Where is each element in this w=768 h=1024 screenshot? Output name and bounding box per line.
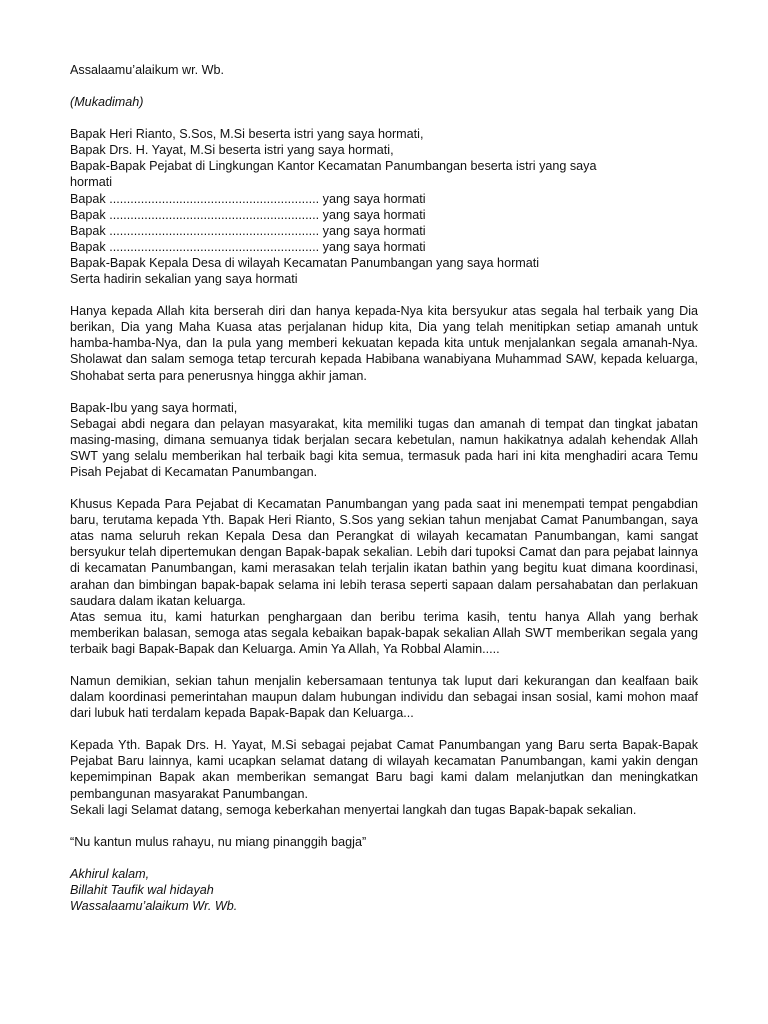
sundanese-quote: “Nu kantun mulus rahayu, nu miang pinanggih bagja”: [70, 834, 367, 849]
closing-line: Wassalaamu’alaikum Wr. Wb.: [70, 899, 238, 914]
closing-line: Billahit Taufik wal hidayah: [70, 882, 214, 897]
paragraph-group-duty: [70, 400, 698, 480]
salutation-line: Serta hadirin sekalian yang saya hormati: [70, 272, 298, 287]
salutation-line: Bapak ............................................................ yang saya hormati: [70, 239, 426, 254]
paragraph-opening-praise: Hanya kepada Allah kita berserah diri dan hanya kepada-Nya kita bersyukur atas segala hal terbaik yang Dia berikan, Dia yang Maha Kuasa atas perjalanan hidup kita, Dia yang telah menitipkan setiap amanah untuk hamba-hamba-Nya, dan Ia pula yang memberi kekuatan kepada kita untuk menjalankan segala amanah-Nya. Sholawat dan salam semoga tetap tercurah kepada Habibana wanabiyana Muhammad SAW, kepada keluarga, Shohabat serta para penerusnya hingga akhir jaman.: [70, 304, 698, 383]
mukadimah-note: (Mukadimah): [70, 95, 144, 110]
paragraph-gratitude: Khusus Kepada Para Pejabat di Kecamatan Panumbangan yang pada saat ini menempati tempat pengabdian baru, terutama kepada Yth. Bapak Heri Rianto, S.Sos yang sekian tahun menjabat Camat Panumbangan, saya atas nama seluruh rekan Kepala Desa dan Perangkat di wilayah kecamatan Panumbangan, kami sangat bersyukur telah dipertemukan dengan Bapak-bapak sekalian. Lebih dari tupoksi Camat dan para pejabat lainnya di kecamatan Panumbangan, kami merasakan telah terjalin ikatan bathin yang begitu kuat dimana koordinasi, arahan dan bimbingan bapak-bapak selama ini lebih terasa seperti sapaan dalam persahabatan dan perlakuan saudara dalam ikatan keluarga.: [70, 497, 698, 608]
paragraph-welcome: Kepada Yth. Bapak Drs. H. Yayat, M.Si sebagai pejabat Camat Panumbangan yang Baru serta Bapak-Bapak Pejabat Baru lainnya, kami ucapkan selamat datang di wilayah kecamatan Panumbangan, kami yakin dengan kepemimpinan Bapak akan memberikan semangat Baru bagi kami dalam melanjutkan dan meningkatkan pembangunan masyarakat Panumbangan.: [70, 738, 698, 801]
salutation-line: Bapak ............................................................ yang saya hormati: [70, 207, 426, 222]
paragraph-thanks: Atas semua itu, kami haturkan penghargaan dan beribu terima kasih, tentu hanya Allah yang berhak memberikan balasan, semoga atas segala kebaikan bapak-bapak sekalian Allah SWT memberikan segala yang terbaik bagi Bapak-Bapak dan Keluarga. Amin Ya Allah, Ya Robbal Alamin.....: [70, 609, 698, 656]
paragraph-group-gratitude: [70, 496, 698, 657]
salutation-line: Bapak ............................................................ yang saya hormati: [70, 191, 426, 206]
paragraph-apology: Namun demikian, sekian tahun menjalin kebersamaan tentunya tak luput dari kekurangan dan kealfaan baik dalam koordinasi pemerintahan maupun dalam hubungan individu dan sebagai insan sosial, kami mohon maaf dari lubuk hati terdalam kepada Bapak-Bapak dan Keluarga...: [70, 674, 698, 721]
salutation-line: Bapak ............................................................ yang saya hormati: [70, 223, 426, 238]
closing-line: Akhirul kalam,: [70, 866, 150, 881]
salutation-line: hormati: [70, 175, 112, 190]
greeting: Assalaamu’alaikum wr. Wb.: [70, 63, 224, 77]
paragraph-duty: Sebagai abdi negara dan pelayan masyarakat, kita memiliki tugas dan amanah di tempat dan tingkat jabatan masing-masing, dimana semuanya tidak berjalan secara kebetulan, namun hakikatnya adalah kehendak Allah SWT yang selalu memberikan hal terbaik bagi kita semua, termasuk pada hari ini kita menghadiri acara Temu Pisah Pejabat di Kecamatan Panumbangan.: [70, 416, 698, 479]
paragraph-group-welcome: [70, 737, 698, 817]
paragraph-welcome-again: Sekali lagi Selamat datang, semoga keberkahan menyertai langkah dan tugas Bapak-bapak sekalian.: [70, 802, 637, 817]
salutation-list: [70, 126, 698, 287]
salutation-line: Bapak Drs. H. Yayat, M.Si beserta istri yang saya hormati,: [70, 143, 394, 158]
speech-document: [70, 62, 698, 914]
salutation-line: Bapak-Bapak Kepala Desa di wilayah Kecamatan Panumbangan yang saya hormati: [70, 255, 540, 270]
salutation-line: Bapak Heri Rianto, S.Sos, M.Si beserta istri yang saya hormati,: [70, 127, 424, 142]
paragraph-heading: Bapak-Ibu yang saya hormati,: [70, 400, 238, 415]
salutation-line: Bapak-Bapak Pejabat di Lingkungan Kantor Kecamatan Panumbangan beserta istri yang saya: [70, 159, 597, 174]
closing-block: [70, 866, 698, 914]
